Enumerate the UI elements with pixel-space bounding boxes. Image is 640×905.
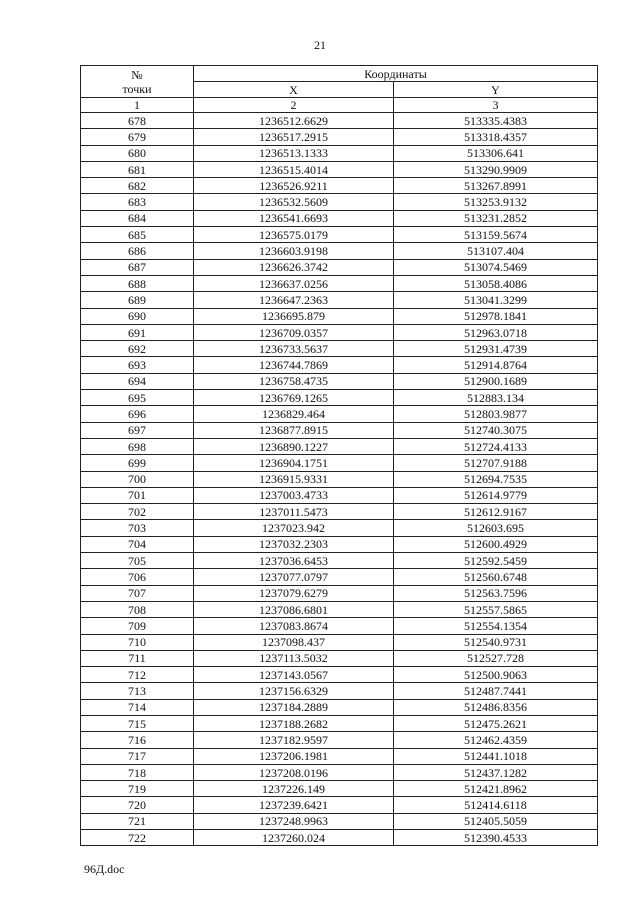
table-row	[81, 438, 598, 454]
column-index-2: 2	[194, 98, 394, 113]
table-row	[81, 553, 598, 569]
table-row	[81, 536, 598, 552]
y-coordinate-cell: 512914.8764	[394, 357, 598, 373]
table-row	[81, 357, 598, 373]
x-coordinate-cell: 1236637.0256	[194, 275, 394, 291]
point-number-cell: 711	[81, 650, 194, 666]
x-coordinate-cell: 1237011.5473	[194, 504, 394, 520]
y-coordinate-cell: 512724.4133	[394, 438, 598, 454]
point-number-cell: 695	[81, 390, 194, 406]
table-row	[81, 471, 598, 487]
x-coordinate-cell: 1237143.0567	[194, 667, 394, 683]
y-coordinate-cell: 513107.404	[394, 243, 598, 259]
table-row	[81, 455, 598, 471]
x-coordinate-cell: 1237086.6801	[194, 601, 394, 617]
point-number-cell: 712	[81, 667, 194, 683]
point-number-cell: 713	[81, 683, 194, 699]
y-coordinate-cell: 512540.9731	[394, 634, 598, 650]
y-coordinate-cell: 513058.4086	[394, 275, 598, 291]
x-coordinate-cell: 1236829.464	[194, 406, 394, 422]
footer-filename: 96Д.doc	[84, 862, 125, 876]
x-coordinate-cell: 1236758.4735	[194, 373, 394, 389]
table-row	[81, 243, 598, 259]
y-coordinate-cell: 512405.5059	[394, 813, 598, 829]
x-coordinate-cell: 1237156.6329	[194, 683, 394, 699]
x-coordinate-cell: 1237079.6279	[194, 585, 394, 601]
point-number-cell: 686	[81, 243, 194, 259]
x-coordinate-cell: 1236626.3742	[194, 259, 394, 275]
x-coordinate-cell: 1236904.1751	[194, 455, 394, 471]
table-row	[81, 732, 598, 748]
y-coordinate-cell: 513231.2852	[394, 210, 598, 226]
table-row	[81, 813, 598, 829]
point-number-cell: 697	[81, 422, 194, 438]
x-coordinate-cell: 1237260.024	[194, 830, 394, 846]
x-coordinate-cell: 1237077.0797	[194, 569, 394, 585]
table-row	[81, 373, 598, 389]
point-number-cell: 683	[81, 194, 194, 210]
point-number-cell: 696	[81, 406, 194, 422]
table-row	[81, 667, 598, 683]
table-row	[81, 634, 598, 650]
y-coordinate-cell: 512560.6748	[394, 569, 598, 585]
y-coordinate-cell: 512414.6118	[394, 797, 598, 813]
point-number-header	[81, 66, 194, 98]
y-coordinate-cell: 512554.1354	[394, 618, 598, 634]
y-coordinate-cell: 512486.8356	[394, 699, 598, 715]
table-row	[81, 292, 598, 308]
y-coordinate-cell: 512883.134	[394, 390, 598, 406]
table-row	[81, 341, 598, 357]
point-number-cell: 700	[81, 471, 194, 487]
x-coordinate-cell: 1236532.5609	[194, 194, 394, 210]
column-index-3: 3	[394, 98, 598, 113]
y-coordinate-cell: 513253.9132	[394, 194, 598, 210]
x-coordinate-cell: 1237003.4733	[194, 487, 394, 503]
point-number-cell: 685	[81, 227, 194, 243]
y-coordinate-cell: 512421.8962	[394, 781, 598, 797]
y-coordinate-cell: 512900.1689	[394, 373, 598, 389]
x-coordinate-cell: 1237208.0196	[194, 764, 394, 780]
point-number-cell: 678	[81, 113, 194, 129]
y-coordinate-cell: 512487.7441	[394, 683, 598, 699]
point-number-cell: 704	[81, 536, 194, 552]
table-row	[81, 129, 598, 145]
x-coordinate-cell: 1237184.2889	[194, 699, 394, 715]
x-coordinate-cell: 1236512.6629	[194, 113, 394, 129]
y-coordinate-cell: 512803.9877	[394, 406, 598, 422]
table-row	[81, 618, 598, 634]
point-number-cell: 718	[81, 764, 194, 780]
point-number-cell: 715	[81, 715, 194, 731]
table-row	[81, 683, 598, 699]
point-number-cell: 703	[81, 520, 194, 536]
x-coordinate-cell: 1236575.0179	[194, 227, 394, 243]
y-coordinate-cell: 512707.9188	[394, 455, 598, 471]
table-row	[81, 699, 598, 715]
point-number-symbol: №	[131, 68, 143, 82]
y-coordinate-cell: 512931.4739	[394, 341, 598, 357]
table-row	[81, 797, 598, 813]
column-index-1: 1	[81, 98, 194, 113]
table-row	[81, 601, 598, 617]
x-coordinate-cell: 1237083.8674	[194, 618, 394, 634]
y-coordinate-cell: 512963.0718	[394, 324, 598, 340]
y-coordinate-cell: 512978.1841	[394, 308, 598, 324]
y-coordinate-cell: 513041.3299	[394, 292, 598, 308]
x-coordinate-cell: 1237023.942	[194, 520, 394, 536]
table-row	[81, 113, 598, 129]
point-number-cell: 692	[81, 341, 194, 357]
point-number-cell: 688	[81, 275, 194, 291]
x-coordinate-cell: 1237206.1981	[194, 748, 394, 764]
table-row	[81, 487, 598, 503]
table-row	[81, 422, 598, 438]
point-number-cell: 702	[81, 504, 194, 520]
x-coordinate-cell: 1236515.4014	[194, 161, 394, 177]
table-row	[81, 585, 598, 601]
table-row	[81, 275, 598, 291]
y-coordinate-cell: 513267.8991	[394, 178, 598, 194]
x-coordinate-cell: 1236695.879	[194, 308, 394, 324]
point-number-cell: 690	[81, 308, 194, 324]
y-coordinate-cell: 512390.4533	[394, 830, 598, 846]
point-number-cell: 698	[81, 438, 194, 454]
y-coordinate-cell: 512500.9063	[394, 667, 598, 683]
point-number-cell: 720	[81, 797, 194, 813]
point-number-cell: 706	[81, 569, 194, 585]
point-number-cell: 710	[81, 634, 194, 650]
table-row	[81, 324, 598, 340]
point-number-cell: 721	[81, 813, 194, 829]
coordinates-header: Координаты	[194, 66, 598, 82]
point-number-cell: 717	[81, 748, 194, 764]
y-coordinate-cell: 512475.2621	[394, 715, 598, 731]
x-coordinate-cell: 1236517.2915	[194, 129, 394, 145]
table-row	[81, 650, 598, 666]
x-coordinate-cell: 1237226.149	[194, 781, 394, 797]
y-coordinate-cell: 512563.7596	[394, 585, 598, 601]
table-row	[81, 715, 598, 731]
y-header: Y	[394, 82, 598, 98]
point-number-cell: 708	[81, 601, 194, 617]
y-coordinate-cell: 512600.4929	[394, 536, 598, 552]
x-coordinate-cell: 1237098.437	[194, 634, 394, 650]
point-number-cell: 693	[81, 357, 194, 373]
y-coordinate-cell: 513335.4383	[394, 113, 598, 129]
point-number-cell: 694	[81, 373, 194, 389]
coordinates-table	[80, 65, 598, 846]
x-coordinate-cell: 1236769.1265	[194, 390, 394, 406]
table-row	[81, 161, 598, 177]
x-coordinate-cell: 1237113.5032	[194, 650, 394, 666]
point-number-cell: 707	[81, 585, 194, 601]
table-row	[81, 308, 598, 324]
table-row	[81, 504, 598, 520]
point-number-cell: 701	[81, 487, 194, 503]
point-number-cell: 679	[81, 129, 194, 145]
x-coordinate-cell: 1236733.5637	[194, 341, 394, 357]
point-number-cell: 722	[81, 830, 194, 846]
y-coordinate-cell: 512694.7535	[394, 471, 598, 487]
page-number: 21	[314, 38, 326, 52]
x-coordinate-cell: 1236647.2363	[194, 292, 394, 308]
x-coordinate-cell: 1236709.0357	[194, 324, 394, 340]
table-row	[81, 145, 598, 161]
x-coordinate-cell: 1237188.2682	[194, 715, 394, 731]
table-row	[81, 406, 598, 422]
point-number-cell: 684	[81, 210, 194, 226]
x-coordinate-cell: 1237239.6421	[194, 797, 394, 813]
table-row	[81, 781, 598, 797]
table-row	[81, 259, 598, 275]
y-coordinate-cell: 512557.5865	[394, 601, 598, 617]
y-coordinate-cell: 512437.1282	[394, 764, 598, 780]
table-row	[81, 178, 598, 194]
table-row	[81, 830, 598, 846]
point-number-cell: 714	[81, 699, 194, 715]
point-number-cell: 716	[81, 732, 194, 748]
y-coordinate-cell: 512612.9167	[394, 504, 598, 520]
x-coordinate-cell: 1236603.9198	[194, 243, 394, 259]
x-coordinate-cell: 1236877.8915	[194, 422, 394, 438]
table-row	[81, 748, 598, 764]
table-row	[81, 520, 598, 536]
table-row	[81, 210, 598, 226]
point-number-cell: 705	[81, 553, 194, 569]
point-number-cell: 687	[81, 259, 194, 275]
point-number-cell: 681	[81, 161, 194, 177]
y-coordinate-cell: 513306.641	[394, 145, 598, 161]
y-coordinate-cell: 512740.3075	[394, 422, 598, 438]
table-row	[81, 569, 598, 585]
y-coordinate-cell: 513159.5674	[394, 227, 598, 243]
table-row	[81, 390, 598, 406]
y-coordinate-cell: 512527.728	[394, 650, 598, 666]
table-row	[81, 194, 598, 210]
point-number-label: точки	[122, 82, 152, 96]
y-coordinate-cell: 513318.4357	[394, 129, 598, 145]
x-coordinate-cell: 1236744.7869	[194, 357, 394, 373]
x-header: X	[194, 82, 394, 98]
y-coordinate-cell: 512462.4359	[394, 732, 598, 748]
y-coordinate-cell: 512614.9779	[394, 487, 598, 503]
table-row	[81, 764, 598, 780]
point-number-cell: 719	[81, 781, 194, 797]
x-coordinate-cell: 1236541.6693	[194, 210, 394, 226]
y-coordinate-cell: 512592.5459	[394, 553, 598, 569]
point-number-cell: 689	[81, 292, 194, 308]
x-coordinate-cell: 1236526.9211	[194, 178, 394, 194]
point-number-cell: 691	[81, 324, 194, 340]
point-number-cell: 682	[81, 178, 194, 194]
point-number-cell: 709	[81, 618, 194, 634]
coordinates-body	[81, 113, 598, 846]
y-coordinate-cell: 513290.9909	[394, 161, 598, 177]
x-coordinate-cell: 1237248.9963	[194, 813, 394, 829]
x-coordinate-cell: 1236915.9331	[194, 471, 394, 487]
point-number-cell: 699	[81, 455, 194, 471]
x-coordinate-cell: 1237182.9597	[194, 732, 394, 748]
table-row	[81, 227, 598, 243]
point-number-cell: 680	[81, 145, 194, 161]
x-coordinate-cell: 1237036.6453	[194, 553, 394, 569]
x-coordinate-cell: 1236513.1333	[194, 145, 394, 161]
y-coordinate-cell: 512603.695	[394, 520, 598, 536]
x-coordinate-cell: 1236890.1227	[194, 438, 394, 454]
y-coordinate-cell: 513074.5469	[394, 259, 598, 275]
y-coordinate-cell: 512441.1018	[394, 748, 598, 764]
x-coordinate-cell: 1237032.2303	[194, 536, 394, 552]
